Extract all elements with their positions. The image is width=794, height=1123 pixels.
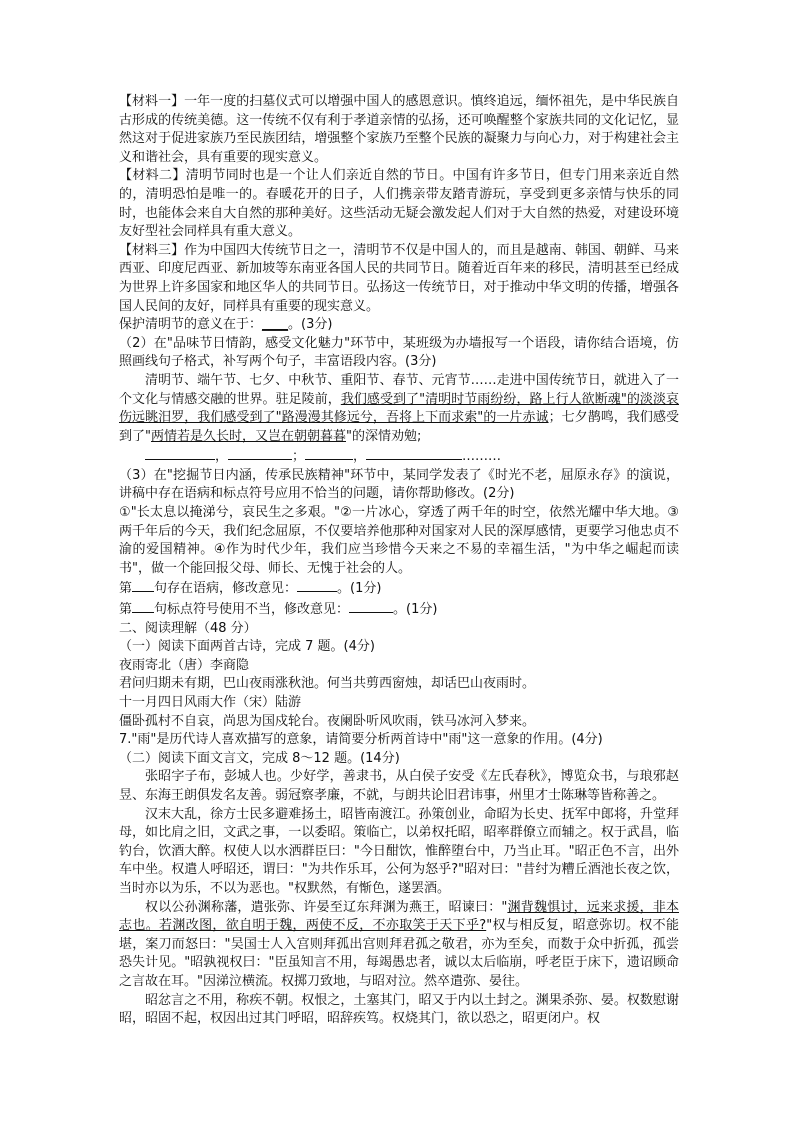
answer-blank-4[interactable] [366,446,462,460]
material-2-tag: 【材料二】 [119,168,186,184]
question-3-answer-1 [119,578,679,599]
poem-2-text: 僵卧孤村不自哀，尚思为国戍轮台。夜阑卧听风吹雨，铁马冰河入梦来。 [119,713,536,729]
document-page [119,93,679,1029]
answer-1-mid: 句存在语病，修改意见： [154,581,298,597]
answer-2-mid: 句标点符号使用不当，修改意见： [154,602,350,618]
answer-sep-1: ， [215,449,229,465]
material-3 [119,242,679,316]
answer-2-sentence-blank[interactable] [132,599,154,613]
classical-p3-post: "权与相反复，昭意弥切。权不能堪，案刀而怒曰："吴国士人入宫则拜孤出宫则拜君孤之敬君，亦为至矣，而数于众中折孤，孤尝恐失计见。"昭孰视权曰："臣虽知言不用，每竭愚忠者，诚以太后临崩，呼老臣于床下，遗诏顾命之言故在耳。"因涕泣横流。权掷刀致地，与昭对泣。然卒遣弥、晏往。 [119,918,680,989]
material-2-text: 清明节同时也是一个让人们亲近自然的节日。中国有许多节日，但专门用来亲近自然的，清明恐怕是唯一的。春暖花开的日子，人们携亲带友踏青游玩，享受到更多亲情与快乐的同时，也能体会来自大自然的那种美好。这些活动无疑会激发起人们对于大自然的热爱，对建设环境友好型社会同样具有重大意义。 [119,168,679,240]
material-1 [119,93,679,167]
answer-2-pre: 第 [119,602,133,618]
question-3-answer-2 [119,599,679,620]
answer-blank-3[interactable] [305,446,353,460]
question-2-paragraph [119,372,679,446]
answer-2-fix-blank[interactable] [349,599,393,613]
material-1-tag: 【材料一】 [119,94,185,109]
classical-paragraph-2: 汉末大乱，徐方士民多避难扬土，昭皆南渡江。孙策创业，命昭为长史、抚军中郎将，升堂拜母，如比肩之旧，文武之事，一以委昭。策临亡，以弟权托昭，昭率群僚立而辅之。权于武昌，临钓台，饮酒大醉。权使人以水洒群臣曰："今日酣饮，惟醉堕台中，乃当止耳。"昭正色不言，出外车中坐。权遣人呼昭还，谓曰："为共作乐耳，公何为怒乎?"昭对曰："昔纣为糟丘酒池长夜之饮，当时亦以为乐，不以为恶也。"权默然，有惭色，遂罢酒。 [119,806,679,896]
answer-1-fix-blank[interactable] [297,578,337,592]
classical-p3-pre: 权以公孙渊称藩，遣张弥、许晏至辽东拜渊为燕王，昭谏曰：" [145,899,508,915]
section-2-sub-1: （一）阅读下面两首古诗，完成 7 题。(4分) [119,639,375,655]
poem-1-text: 君问归期未有期，巴山夜雨涨秋池。何当共剪西窗烛，却话巴山夜雨时。 [119,676,536,692]
poem-1-title: 夜雨寄北（唐）李商隐 [119,657,250,673]
question-2-para-mid: ；七夕鹊鸣，我们感受到了" [119,410,679,444]
question-2-intro: （2）在"品味节日情韵，感受文化魅力"环节中，某班级为办墙报写一个语段，请你结合语境，仿照画线句子格式，补写两个句子，丰富语段内容。(3分) [119,335,679,370]
material-3-tag: 【材料三】 [119,242,185,258]
question-3-text: ①"长太息以掩涕兮，哀民生之多艰。"②一片冰心，穿透了两千年的时空，依然光耀中华大地。③两千年后的今天，我们纪念屈原，不仅要培养他那种对国家对人民的深厚感情，更要学习他忠贞不渝的爱国精神。④作为时代少年，我们应当珍惜今天来之不易的幸福生活，"为中华之崛起而读书"，做一个能回报父母、师长、无愧于社会的人。 [119,505,679,576]
answer-2-post: 。(1分) [393,602,438,618]
classical-paragraph-4: 昭忿言之不用，称疾不朝。权恨之，土塞其门，昭又于内以土封之。渊果杀弥、晏。权数慰谢昭，昭固不起，权因出过其门呼昭，昭辞疾笃。权烧其门，欲以恐之，昭更闭户。权 [119,992,679,1027]
answer-sep-3: ， [353,449,367,465]
classical-p3-underlined: 渊背魏惧讨，远来求援，非本志也。若渊改图，欲自明于魏，两使不反，不亦取笑于天下乎? [119,899,679,934]
answer-sep-2: ； [292,449,306,465]
material-2 [119,167,679,241]
material-1-text: 一年一度的扫墓仪式可以增强中国人的感恩意识。慎终追远，缅怀祖先，是中华民族自古形成的传统美德。这一传统不仅有利于孝道亲情的弘扬，还可唤醒整个家族共同的文化记忆，显然这对于促进家族乃至民族团结，增强整个家族乃至整个民族的凝聚力与向心力，对于构建社会主义和谐社会，具有重要的现实意义。 [119,94,679,165]
question-3-intro: （3）在"挖掘节日内涵，传承民族精神"环节中，某同学发表了《时光不老，屈原永存》的演说，讲稿中存在语病和标点符号应用不恰当的问题，请你帮助修改。(2分) [119,467,679,502]
classical-paragraph-1: 张昭字子布，彭城人也。少好学，善隶书，从白侯子安受《左氏春秋》，博览众书，与琅邪赵昱、东海王朗俱发名友善。弱冠察孝廉，不就，与朗共论旧君讳事，州里才士陈琳等皆称善之。 [119,769,679,803]
answer-blank-1[interactable] [145,446,215,460]
answer-blank-2[interactable] [228,446,292,460]
answer-1-post: 。(1分) [337,581,382,597]
poem-2-title: 十一月四日风雨大作（宋）陆游 [119,695,302,710]
question-2-para-pre: 清明节、端午节、七夕、中秋节、重阳节、春节、元宵节……走进中国传统节日，就进入了一个文化与情感交融的世界。驻足陵前， [119,372,679,407]
section-2-sub-2: （二）阅读下面文言文，完成 8～12 题。(14分) [119,750,400,766]
answer-1-sentence-blank[interactable] [132,578,154,592]
section-2-title: 二、阅读理解（48 分） [119,620,257,636]
question-1-prompt: 保护清明节的意义在于： [119,317,263,333]
question-7: 7."雨"是历代诗人喜欢描写的意象，请简要分析两首诗中"雨"这一意象的作用。(4分) [119,732,603,748]
question-1 [119,316,679,335]
question-2-underlined-1: 我们感受到了"清明时节雨纷纷，路上行人欲断魂"的淡淡哀伤远眺汨罗，我们感受到了"路漫漫其修远兮，吾将上下而求索"的一片赤诚 [119,391,679,426]
question-1-score: 。(3分) [288,317,333,333]
question-1-blank[interactable]: ____ [262,317,289,333]
question-2-answer-line [119,446,679,467]
question-2-para-post: "的深情劝勉; [346,428,422,444]
classical-paragraph-3 [119,899,679,992]
answer-ellipsis: ……… [462,449,502,465]
question-2-underlined-2: 两情若是久长时，又岂在朝朝暮暮 [150,428,346,444]
material-3-text: 作为中国四大传统节日之一，清明节不仅是中国人的，而且是越南、韩国、朝鲜、马来西亚、印度尼西亚、新加坡等东南亚各国人民的共同节日。随着近百年来的移民，清明甚至已经成为世界上许多国家和地区华人的共同节日。弘扬这一传统节日，对于推动中华文明的传播，增强各国人民间的友好，同样具有重要的现实意义。 [119,242,679,314]
answer-1-pre: 第 [119,581,133,597]
